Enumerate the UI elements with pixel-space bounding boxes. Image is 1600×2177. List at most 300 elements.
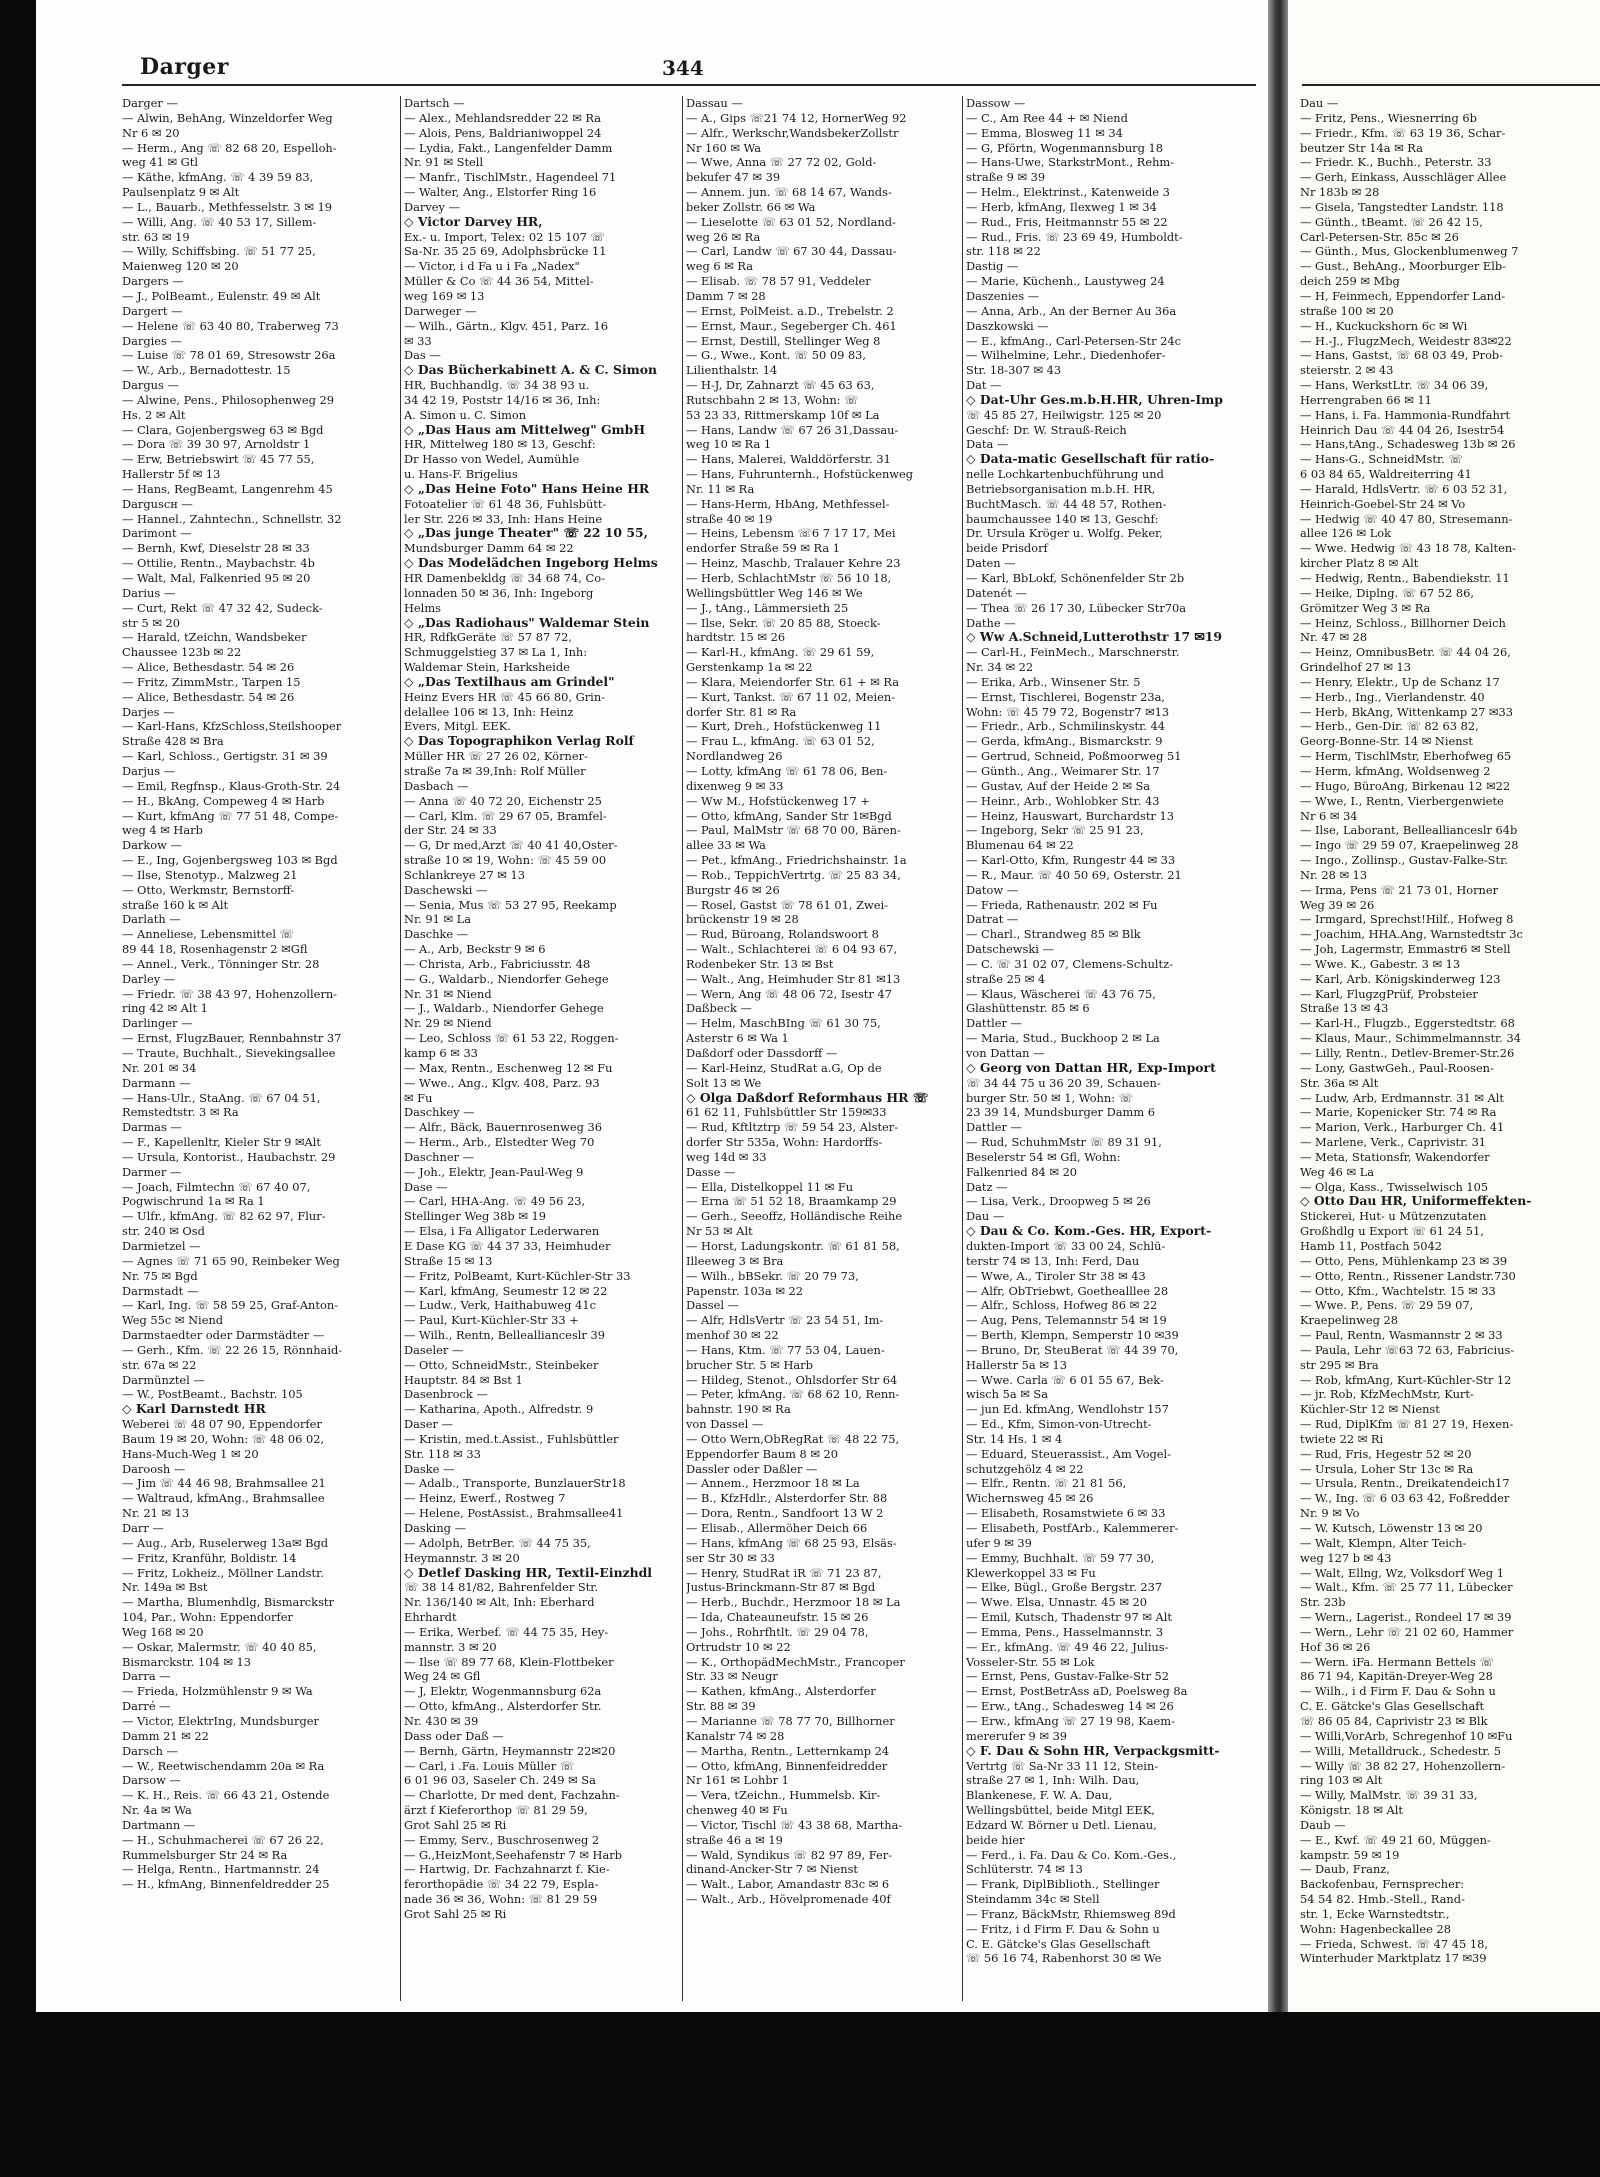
- directory-entry: — Wwe. Hedwig ☏ 43 18 78, Kalten-: [1300, 541, 1516, 556]
- directory-entry: — G, Pförtn, Wogenmannsburg 18: [966, 140, 1164, 155]
- directory-entry: — Heins, Lebensm ☏6 7 17 17, Mei: [686, 526, 896, 541]
- directory-entry: Evers, Mitgl. EEK.: [404, 719, 511, 734]
- directory-entry: straße 10 ✉ 19, Wohn: ☏ 45 59 00: [404, 853, 607, 868]
- directory-entry: — Gerh., Seeoffz, Holländische Reihe: [686, 1209, 903, 1224]
- directory-entry: Justus-Brinckmann-Str 87 ✉ Bgd: [686, 1580, 876, 1595]
- directory-entry: — Hans, Gastst, ☏ 68 03 49, Prob-: [1300, 348, 1504, 363]
- directory-entry: — Rud., Fris. ☏ 23 69 49, Humboldt-: [966, 229, 1183, 244]
- directory-entry: — Otto, kfmAng., Alsterdorfer Str.: [404, 1699, 602, 1714]
- directory-entry: — Olga, Kass., Twisselwisch 105: [1300, 1179, 1489, 1194]
- directory-entry: Nr. 47 ✉ 28: [1300, 630, 1368, 645]
- directory-entry: Blumenau 64 ✉ 22: [966, 838, 1074, 853]
- directory-entry: — Elke, Bügl., Große Bergstr. 237: [966, 1580, 1163, 1595]
- surname-heading: Darr —: [122, 1521, 164, 1535]
- directory-entry: ☏ 38 14 81/82, Bahrenfelder Str.: [404, 1580, 599, 1595]
- directory-entry: — Wern., Lehr ☏ 21 02 60, Hammer: [1300, 1624, 1514, 1639]
- directory-entry: — Ludw., Verk, Haithabuweg 41c: [404, 1298, 596, 1313]
- directory-entry: — Herm., Ang ☏ 82 68 20, Espelloh-: [122, 140, 337, 155]
- directory-entry: — Jim ☏ 44 46 98, Brahmsallee 21: [122, 1476, 326, 1491]
- directory-entry: ◇ Das Modelädchen Ingeborg Helms: [404, 556, 658, 571]
- directory-entry: — Carl-H., FeinMech., Marschnerstr.: [966, 645, 1180, 660]
- directory-entry: straße 7a ✉ 39,Inh: Rolf Müller: [404, 763, 586, 778]
- directory-entry: — Rob, kfmAng, Kurt-Küchler-Str 12: [1300, 1372, 1512, 1387]
- directory-entry: Rummelsburger Str 24 ✉ Ra: [122, 1847, 288, 1862]
- directory-entry: — L., Bauarb., Methfesselstr. 3 ✉ 19: [122, 199, 333, 214]
- surname-heading: Dassau —: [686, 96, 743, 110]
- directory-entry: 6 03 84 65, Waldreiterring 41: [1300, 467, 1472, 482]
- directory-entry: — Wwe. Carla ☏ 6 01 55 67, Bek-: [966, 1372, 1164, 1387]
- directory-entry: — Daub, Franz,: [1300, 1862, 1390, 1877]
- directory-entry: — Clara, Gojenbergsweg 63 ✉ Bgd: [122, 422, 324, 437]
- directory-entry: — Carl, Klm. ☏ 29 67 05, Bramfel-: [404, 808, 607, 823]
- directory-entry: — Ingeborg, Sekr ☏ 25 91 23,: [966, 823, 1144, 838]
- directory-entry: Remstedtstr. 3 ✉ Ra: [122, 1105, 239, 1120]
- directory-entry: — Erw., kfmAng ☏ 27 19 98, Kaem-: [966, 1713, 1175, 1728]
- directory-entry: — Paul, Rentn, Wasmannstr 2 ✉ 33: [1300, 1328, 1503, 1343]
- directory-entry: — Walter, Ang., Elstorfer Ring 16: [404, 185, 597, 200]
- directory-entry: — Rob., TeppichVertrtg. ☏ 25 83 34,: [686, 867, 901, 882]
- directory-entry: — Wwe, I., Rentn, Vierbergenwiete: [1300, 793, 1504, 808]
- directory-entry: — Ernst, PostBetrAss aD, Poelsweg 8a: [966, 1684, 1188, 1699]
- directory-entry: schutzgehölz 4 ✉ 22: [966, 1461, 1084, 1476]
- directory-entry: — Bernh, Gärtn, Heymannstr 22✉20: [404, 1743, 616, 1758]
- directory-entry: — Hildeg, Stenot., Ohlsdorfer Str 64: [686, 1372, 898, 1387]
- directory-entry: ☏ 45 85 27, Heilwigstr. 125 ✉ 20: [966, 407, 1162, 422]
- directory-entry: — Joachim, HHA.Ang, Warnstedtstr 3c: [1300, 927, 1523, 942]
- directory-entry: str. 240 ✉ Osd: [122, 1224, 205, 1239]
- directory-entry: Nr. 11 ✉ Ra: [686, 481, 755, 496]
- directory-entry: — Otto, Pens, Mühlenkamp 23 ✉ 39: [1300, 1253, 1508, 1268]
- directory-entry: — Aug., Arb, Ruselerweg 13a✉ Bgd: [122, 1535, 329, 1550]
- directory-entry: Nr. 149a ✉ Bst: [122, 1580, 208, 1595]
- surname-heading: Darmstadt —: [122, 1283, 199, 1298]
- directory-entry: — Anna ☏ 40 72 20, Eichenstr 25: [404, 793, 602, 808]
- directory-entry: 61 62 11, Fuhlsbüttler Str 159✉33: [686, 1105, 887, 1120]
- directory-entry: Heinrich-Goebel-Str 24 ✉ Vo: [1300, 496, 1466, 511]
- directory-entry: — Fritz, i d Firm F. Dau & Sohn u: [966, 1921, 1160, 1936]
- directory-entry: Weg 168 ✉ 20: [122, 1624, 204, 1639]
- directory-entry: — Walt, Mal, Falkenried 95 ✉ 20: [122, 571, 311, 585]
- directory-column-1: [122, 96, 392, 2001]
- directory-entry: Nr. 4a ✉ Wa: [122, 1803, 192, 1818]
- directory-entry: — Herm., Arb., Elstedter Weg 70: [404, 1135, 595, 1150]
- directory-entry: — Ernst, Maur., Segeberger Ch. 461: [686, 318, 897, 333]
- directory-entry: Fotoatelier ☏ 61 48 36, Fuhlsbütt-: [404, 496, 607, 511]
- directory-entry: — Ernst, Pens, Gustav-Falke-Str 52: [966, 1669, 1170, 1684]
- directory-entry: — W., Reetwischendamm 20a ✉ Ra: [122, 1758, 325, 1773]
- directory-entry: Nr. 34 ✉ 22: [966, 660, 1034, 675]
- directory-entry: — Carl, i .Fa. Louis Müller ☏: [404, 1758, 575, 1773]
- directory-entry: — Paul, MalMstr ☏ 68 70 00, Bären-: [686, 823, 901, 838]
- directory-entry: — Walt., Kfm. ☏ 25 77 11, Lübecker: [1300, 1580, 1513, 1595]
- surname-heading: Darkow —: [122, 838, 182, 853]
- directory-entry: — Fritz, Lokheiz., Möllner Landstr.: [122, 1565, 324, 1580]
- directory-entry: steierstr. 2 ✉ 43: [1300, 363, 1394, 378]
- surname-heading: Darimont —: [122, 526, 192, 541]
- directory-entry: — Waltraud, kfmAng., Brahmsallee: [122, 1491, 325, 1506]
- surname-heading: Dartmann —: [122, 1817, 196, 1832]
- directory-entry: ◇ Olga Daßdorf Reformhaus HR ☏: [686, 1090, 929, 1105]
- directory-entry: — Charl., Strandweg 85 ✉ Blk: [966, 927, 1141, 942]
- directory-entry: Baum 19 ✉ 20, Wohn: ☏ 48 06 02,: [122, 1431, 325, 1446]
- directory-entry: — Hugo, BüroAng, Birkenau 12 ✉22: [1300, 778, 1511, 793]
- directory-entry: Illeeweg 3 ✉ Bra: [686, 1253, 784, 1268]
- directory-entry: — Ottilie, Rentn., Maybachstr. 4b: [122, 556, 315, 571]
- column-divider: [962, 96, 963, 2001]
- directory-entry: Str. 33 ✉ Neugr: [686, 1669, 778, 1684]
- directory-entry: — W., PostBeamt., Bachstr. 105: [122, 1387, 303, 1402]
- directory-entry: Bismarckstr. 104 ✉ 13: [122, 1654, 252, 1669]
- directory-entry: — Herb., Ing., Vierlandenstr. 40: [1300, 689, 1485, 704]
- directory-entry: Ehrhardt: [404, 1610, 457, 1625]
- directory-entry: — Henry, Elektr., Up de Schanz 17: [1300, 674, 1500, 689]
- directory-entry: ✉ 33: [404, 333, 432, 348]
- directory-entry: — H-J, Dr, Zahnarzt ☏ 45 63 63,: [686, 378, 875, 393]
- directory-entry: — Ludw, Arb, Erdmannstr. 31 ✉ Alt: [1300, 1090, 1504, 1105]
- directory-entry: — Fritz, Kranführ, Boldistr. 14: [122, 1550, 297, 1565]
- directory-entry: ◇ „Das Haus am Mittelweg" GmbH: [404, 422, 646, 437]
- directory-entry: — Alfr., Werkschr,WandsbekerZollstr: [686, 125, 899, 140]
- directory-entry: — Franz, BäckMstr, Rhiemsweg 89d: [966, 1906, 1176, 1921]
- surname-heading: Dartsch —: [404, 96, 465, 110]
- surname-heading: Datenét —: [966, 585, 1027, 600]
- directory-entry: Heinz Evers HR ☏ 45 66 80, Grin-: [404, 689, 606, 704]
- directory-entry: — Martha, Rentn., Letternkamp 24: [686, 1743, 890, 1758]
- directory-entry: Müller & Co ☏ 44 36 54, Mittel-: [404, 274, 594, 289]
- directory-entry: — Ingo., Zollinsp., Gustav-Falke-Str.: [1300, 853, 1508, 868]
- directory-entry: Asterstr 6 ✉ Wa 1: [686, 1031, 789, 1046]
- directory-entry: Backofenbau, Fernsprecher:: [1300, 1877, 1465, 1892]
- surname-heading: Darlinger —: [122, 1016, 193, 1031]
- directory-entry: kampstr. 59 ✉ 19: [1300, 1847, 1400, 1862]
- directory-entry: — H., kfmAng, Binnenfeldredder 25: [122, 1877, 330, 1892]
- directory-entry: str. 67a ✉ 22: [122, 1357, 197, 1372]
- directory-entry: — A., Gips ☏21 74 12, HornerWeg 92: [686, 110, 907, 125]
- directory-entry: Weg 46 ✉ La: [1300, 1164, 1375, 1179]
- surname-heading: Dassler oder Daßler —: [686, 1461, 818, 1476]
- directory-entry: — Otto, SchneidMstr., Steinbeker: [404, 1357, 599, 1372]
- directory-entry: Stellinger Weg 38b ✉ 19: [404, 1209, 546, 1224]
- right-page-header-rule: [1302, 84, 1600, 86]
- directory-entry: — Kurt, Dreh., Hofstückenweg 11: [686, 719, 882, 734]
- directory-entry: — Adalb., Transporte, BunzlauerStr18: [404, 1476, 626, 1491]
- directory-entry: — Carl, HHA-Ang. ☏ 49 56 23,: [404, 1194, 586, 1209]
- directory-entry: Königstr. 18 ✉ Alt: [1300, 1803, 1403, 1818]
- directory-entry: — Käthe, kfmAng. ☏ 4 39 59 83,: [122, 170, 314, 185]
- directory-entry: — H., Schuhmacherei ☏ 67 26 22,: [122, 1832, 324, 1847]
- directory-entry: Maienweg 120 ✉ 20: [122, 259, 239, 274]
- surname-heading: Darweger —: [404, 303, 477, 318]
- directory-entry: — J, Elektr, Wogenmannsburg 62a: [404, 1684, 602, 1699]
- directory-entry: — Willy, MalMstr. ☏ 39 31 33,: [1300, 1788, 1478, 1803]
- directory-entry: Weg 24 ✉ Gfl: [404, 1669, 481, 1684]
- directory-entry: — Ww M., Hofstückenweg 17 +: [686, 793, 870, 808]
- directory-entry: — Otto, kfmAng, Binnenfeidredder: [686, 1758, 888, 1773]
- directory-entry: 6 01 96 03, Saseler Ch. 249 ✉ Sa: [404, 1773, 596, 1788]
- directory-entry: Weg 39 ✉ 26: [1300, 897, 1375, 912]
- directory-entry: — G., Wwe., Kont. ☏ 50 09 83,: [686, 348, 867, 363]
- directory-entry: — Hans, WerkstLtr. ☏ 34 06 39,: [1300, 378, 1489, 393]
- directory-entry: — Walt., Schlachterei ☏ 6 04 93 67,: [686, 942, 898, 957]
- directory-entry: — Ernst, PolMeist. a.D., Trebelstr. 2: [686, 303, 894, 318]
- directory-entry: — Anneliese, Lebensmittel ☏: [122, 927, 294, 942]
- directory-entry: Eppendorfer Baum 8 ✉ 20: [686, 1446, 839, 1461]
- directory-entry: — Hans, Ktm. ☏ 77 53 04, Lauen-: [686, 1342, 885, 1357]
- directory-entry: — Lydia, Fakt., Langenfelder Damm: [404, 140, 613, 155]
- surname-heading: Dargus —: [122, 378, 179, 393]
- directory-entry: Grömitzer Weg 3 ✉ Ra: [1300, 600, 1431, 615]
- directory-entry: — Harald, tZeichn, Wandsbeker: [122, 630, 307, 645]
- directory-entry: — Herb, kfmAng, Ilexweg 1 ✉ 34: [966, 199, 1157, 214]
- directory-entry: — Hans-G., SchneidMstr. ☏: [1300, 452, 1463, 467]
- directory-entry: — Ernst, FlugzBauer, Rennbahnstr 37: [122, 1031, 342, 1046]
- directory-entry: — Kurt, Tankst. ☏ 67 11 02, Meien-: [686, 689, 896, 704]
- directory-entry: — G., Waldarb., Niendorfer Gehege: [404, 971, 609, 986]
- directory-entry: — Elisab. ☏ 78 57 91, Veddeler: [686, 274, 871, 289]
- directory-entry: — Rud, Büroang, Rolandswoort 8: [686, 927, 879, 942]
- directory-entry: ring 103 ✉ Alt: [1300, 1773, 1383, 1788]
- directory-entry: Glashüttenstr. 85 ✉ 6: [966, 1001, 1090, 1016]
- directory-entry: Hauptstr. 84 ✉ Bst 1: [404, 1372, 523, 1387]
- directory-entry: Edzard W. Börner u Detl. Lienau,: [966, 1817, 1157, 1832]
- directory-entry: — Ernst, Tischlerei, Bogenstr 23a,: [966, 689, 1166, 704]
- directory-entry: — Rosel, Gastst ☏ 78 61 01, Zwei-: [686, 897, 889, 912]
- directory-entry: baumchaussee 140 ✉ 13, Geschf:: [966, 511, 1159, 526]
- directory-entry: Grindelhof 27 ✉ 13: [1300, 660, 1412, 675]
- scan-bottom-margin: [0, 2012, 1600, 2177]
- directory-entry: Wohn: ☏ 45 79 72, Bogenstr7 ✉13: [966, 704, 1170, 719]
- directory-entry: — Karl, kfmAng, Seumestr 12 ✉ 22: [404, 1283, 608, 1298]
- directory-entry: — K. H., Reis. ☏ 66 43 21, Ostende: [122, 1788, 330, 1803]
- surname-heading: Daschkey —: [404, 1105, 475, 1120]
- directory-entry: — Heinr., Arb., Wohlobker Str. 43: [966, 793, 1160, 808]
- directory-entry: — Willi, Ang. ☏ 40 53 17, Sillem-: [122, 214, 317, 229]
- directory-entry: — Gust., BehAng., Moorburger Elb-: [1300, 259, 1506, 274]
- directory-entry: — H.-J., FlugzMech, Weidestr 83✉22: [1300, 333, 1512, 348]
- directory-entry: HR Damenbekldg ☏ 34 68 74, Co-: [404, 571, 605, 585]
- directory-entry: — Otto Wern,ObRegRat ☏ 48 22 75,: [686, 1431, 900, 1446]
- directory-entry: — Heinz, Schloss., Billhorner Deich: [1300, 615, 1506, 630]
- page-number: 344: [662, 56, 704, 80]
- directory-entry: ◇ Das Bücherkabinett A. & C. Simon: [404, 363, 658, 378]
- directory-entry: bekufer 47 ✉ 39: [686, 170, 781, 185]
- directory-entry: — C. ☏ 31 02 07, Clemens-Schultz-: [966, 956, 1173, 971]
- directory-entry: — Er., kfmAng. ☏ 49 46 22, Julius-: [966, 1639, 1169, 1654]
- directory-entry: — Meta, Stationsfr, Wakendorfer: [1300, 1149, 1490, 1164]
- directory-entry: — Walt., Labor, Amandastr 83c ✉ 6: [686, 1877, 890, 1892]
- directory-entry: 86 71 94, Kapitän-Dreyer-Weg 28: [1300, 1669, 1493, 1684]
- directory-entry: — Leo, Schloss ☏ 61 53 22, Roggen-: [404, 1031, 619, 1046]
- directory-entry: — Thea ☏ 26 17 30, Lübecker Str70a: [966, 600, 1187, 615]
- directory-entry: bahnstr. 190 ✉ Ra: [686, 1402, 791, 1417]
- directory-entry: straße 40 ✉ 19: [686, 511, 773, 526]
- directory-entry: str 5 ✉ 20: [122, 615, 181, 630]
- directory-entry: Schmuggelstieg 37 ✉ La 1, Inh:: [404, 645, 588, 660]
- directory-entry: Winterhuder Marktplatz 17 ✉39: [1300, 1951, 1487, 1966]
- directory-entry: — Rud, Kftltztrp ☏ 59 54 23, Alster-: [686, 1120, 899, 1135]
- directory-entry: Str. 88 ✉ 39: [686, 1699, 756, 1714]
- directory-entry: ler Str. 226 ✉ 33, Inh: Hans Heine: [404, 511, 603, 526]
- directory-entry: BuchtMasch. ☏ 44 48 57, Rothen-: [966, 496, 1167, 511]
- directory-column-right-page: [1300, 96, 1598, 2001]
- directory-entry: — Hans, Fuhrunternh., Hofstückenweg: [686, 467, 914, 482]
- directory-entry: — Emmy, Serv., Buschrosenweg 2: [404, 1832, 600, 1847]
- directory-entry: — Hans, Malerei, Walddörferstr. 31: [686, 452, 891, 467]
- directory-entry: Hans-Much-Weg 1 ✉ 20: [122, 1446, 259, 1461]
- directory-entry: ferorthopädie ☏ 34 22 79, Espla-: [404, 1877, 599, 1892]
- directory-entry: — Hans, Landw ☏ 67 26 31,Dassau-: [686, 422, 899, 437]
- directory-entry: — Lisa, Verk., Droopweg 5 ✉ 26: [966, 1194, 1151, 1209]
- directory-entry: 104, Par., Wohn: Eppendorfer: [122, 1610, 293, 1625]
- surname-heading: Data —: [966, 437, 1009, 452]
- directory-entry: dorfer Str. 81 ✉ Ra: [686, 704, 797, 719]
- surname-heading: Darsow —: [122, 1773, 181, 1788]
- directory-entry: — Karl, Schloss., Gertigstr. 31 ✉ 39: [122, 749, 328, 764]
- directory-entry: — Helene ☏ 63 40 80, Traberweg 73: [122, 318, 339, 333]
- directory-entry: weg 14d ✉ 33: [686, 1149, 767, 1164]
- directory-entry: — E., Ing, Gojenbergsweg 103 ✉ Bgd: [122, 853, 338, 868]
- directory-entry: — Wwe, Anna ☏ 27 72 02, Gold-: [686, 155, 877, 170]
- directory-entry: — Carl, Landw ☏ 67 30 44, Dassau-: [686, 244, 897, 259]
- directory-entry: straße 27 ✉ 1, Inh: Wilh. Dau,: [966, 1773, 1140, 1788]
- directory-entry: — Pet., kfmAng., Friedrichshainstr. 1a: [686, 853, 907, 868]
- directory-entry: Carl-Petersen-Str. 85c ✉ 26: [1300, 229, 1459, 244]
- directory-entry: Nr. 31 ✉ Niend: [404, 986, 492, 1001]
- directory-entry: — Hedwig, Rentn., Babendiekstr. 11: [1300, 571, 1510, 585]
- directory-entry: ärzt f Kieferorthop ☏ 81 29 59,: [404, 1803, 588, 1818]
- surname-heading: Datrat —: [966, 912, 1019, 927]
- directory-entry: — Dora ☏ 39 30 97, Arnoldstr 1: [122, 437, 311, 452]
- directory-entry: — W., Ing. ☏ 6 03 63 42, Foßredder: [1300, 1491, 1510, 1506]
- surname-heading: Daske —: [404, 1461, 455, 1476]
- directory-entry: — Rud., Fris, Heitmannstr 55 ✉ 22: [966, 214, 1168, 229]
- directory-entry: C. E. Gätcke's Glas Gesellschaft: [1300, 1699, 1485, 1714]
- surname-heading: Darjes —: [122, 704, 175, 719]
- directory-entry: straße 160 k ✉ Alt: [122, 897, 229, 912]
- directory-entry: — Luise ☏ 78 01 69, Stresowstr 26a: [122, 348, 336, 363]
- directory-entry: — Walt., Ang, Heimhuder Str 81 ✉13: [686, 971, 901, 986]
- surname-heading: Darjus —: [122, 763, 176, 778]
- directory-entry: — H., BkAng, Compeweg 4 ✉ Harb: [122, 793, 325, 808]
- directory-entry: — Gustav, Auf der Heide 2 ✉ Sa: [966, 778, 1151, 793]
- directory-entry: str. 118 ✉ 22: [966, 244, 1041, 259]
- directory-entry: — Wilh., Rentn, Belleallianceslr 39: [404, 1328, 605, 1343]
- directory-entry: — K., OrthopädMechMstr., Francoper: [686, 1654, 905, 1669]
- surname-heading: Darmstaedter oder Darmstädter —: [122, 1328, 325, 1343]
- book-gutter: [1268, 0, 1288, 2012]
- directory-entry: Hamb 11, Postfach 5042: [1300, 1238, 1442, 1253]
- directory-entry: — Hans-Uwe, StarkstrMont., Rehm-: [966, 155, 1175, 170]
- directory-entry: weg 6 ✉ Ra: [686, 259, 754, 274]
- surname-heading: Dase —: [404, 1179, 448, 1194]
- directory-entry: Rodenbeker Str. 13 ✉ Bst: [686, 956, 834, 971]
- directory-entry: — Erna ☏ 51 52 18, Braamkamp 29: [686, 1194, 897, 1209]
- surname-heading: Daschke —: [404, 927, 469, 942]
- directory-entry: 89 44 18, Rosenhagenstr 2 ✉Gfl: [122, 942, 308, 957]
- directory-entry: — Alwin, BehAng, Winzeldorfer Weg: [122, 110, 333, 125]
- directory-entry: — Hans,tAng., Schadesweg 13b ✉ 26: [1300, 437, 1516, 452]
- directory-entry: Hallerstr 5a ✉ 13: [966, 1357, 1068, 1372]
- surname-heading: Darra —: [122, 1669, 171, 1684]
- directory-entry: ◇ Detlef Dasking HR, Textil-Einzhdl: [404, 1565, 653, 1580]
- directory-entry: — Karl-H., kfmAng. ☏ 29 61 59,: [686, 645, 875, 660]
- directory-entry: — Marie, Küchenh., Laustyweg 24: [966, 274, 1165, 289]
- directory-entry: Hs. 2 ✉ Alt: [122, 407, 186, 422]
- directory-entry: Steindamm 34c ✉ Stell: [966, 1892, 1100, 1907]
- directory-entry: dorfer Str 535a, Wohn: Hardorffs-: [686, 1135, 883, 1150]
- directory-entry: — Wilhelmine, Lehr., Diedenhofer-: [966, 348, 1166, 363]
- directory-entry: — Herm, kfmAng, Woldsenweg 2: [1300, 763, 1491, 778]
- directory-entry: — Elisabeth, Rosamstwiete 6 ✉ 33: [966, 1506, 1166, 1521]
- directory-entry: Dr Hasso von Wedel, Aumühle: [404, 452, 580, 467]
- directory-entry: Nr 183b ✉ 28: [1300, 185, 1380, 200]
- directory-entry: — Gerh., Kfm. ☏ 22 26 15, Rönnhaid-: [122, 1342, 343, 1357]
- directory-entry: E Dase KG ☏ 44 37 33, Heimhuder: [404, 1238, 611, 1253]
- directory-entry: — Alice, Bethesdastr. 54 ✉ 26: [122, 660, 295, 675]
- directory-entry: dukten-Import ☏ 33 00 24, Schlü-: [966, 1238, 1166, 1253]
- directory-entry: — Willi, Metalldruck., Schedestr. 5: [1300, 1743, 1502, 1758]
- surname-heading: Daßdorf oder Dassdorff —: [686, 1046, 838, 1060]
- directory-entry: — Ingo ☏ 29 59 07, Kraepelinweg 28: [1300, 838, 1519, 853]
- surname-heading: Daßbeck —: [686, 1001, 752, 1016]
- directory-entry: — F., Kapellenltr, Kieler Str 9 ✉Alt: [122, 1135, 321, 1150]
- surname-heading: Darmas —: [122, 1120, 182, 1135]
- directory-entry: — Victor, i d Fa u i Fa „Nadex": [404, 259, 580, 274]
- directory-entry: Heymannstr. 3 ✉ 20: [404, 1550, 520, 1565]
- directory-entry: burger Str. 50 ✉ 1, Wohn: ☏: [966, 1090, 1133, 1105]
- directory-entry: — Herb, BkAng, Wittenkamp 27 ✉33: [1300, 704, 1513, 719]
- surname-heading: Dargert —: [122, 303, 183, 318]
- directory-entry: ◇ Dau & Co. Kom.-Ges. HR, Export-: [966, 1224, 1212, 1239]
- directory-entry: — Helm., Elektrinst., Katenweide 3: [966, 185, 1170, 200]
- directory-entry: — Rud, Fris, Hegestr 52 ✉ 20: [1300, 1446, 1472, 1461]
- directory-entry: Nr. 91 ✉ Stell: [404, 155, 484, 170]
- directory-entry: — Paula, Lehr ☏63 72 63, Fabricius-: [1300, 1342, 1515, 1357]
- directory-entry: — Günth., tBeamt. ☏ 26 42 15,: [1300, 214, 1483, 229]
- directory-entry: — Traute, Buchhalt., Sievekingsallee: [122, 1046, 336, 1060]
- surname-heading: Datz —: [966, 1179, 1008, 1194]
- directory-entry: — Ella, Distelkoppel 11 ✉ Fu: [686, 1179, 854, 1194]
- surname-heading: Daschewski —: [404, 882, 488, 897]
- directory-entry: beker Zollstr. 66 ✉ Wa: [686, 199, 816, 214]
- directory-entry: — Helene, PostAssist., Brahmsallee41: [404, 1506, 624, 1521]
- surname-heading: Darsch —: [122, 1743, 178, 1758]
- directory-entry: — Gerda, kfmAng., Bismarckstr. 9: [966, 734, 1163, 749]
- directory-entry: — Frieda, Holzmühlenstr 9 ✉ Wa: [122, 1684, 313, 1699]
- directory-entry: — Lilly, Rentn., Detlev-Bremer-Str.26: [1300, 1046, 1515, 1060]
- directory-entry: — Wern., Lagerist., Rondeel 17 ✉ 39: [1300, 1610, 1512, 1625]
- directory-entry: — Alfr., Schloss, Hofweg 86 ✉ 22: [966, 1298, 1158, 1313]
- directory-entry: Küchler-Str 12 ✉ Nienst: [1300, 1402, 1440, 1417]
- directory-entry: Grot Sahl 25 ✉ Ri: [404, 1817, 507, 1832]
- directory-entry: u. Hans-F. Brigelius: [404, 467, 518, 482]
- directory-entry: — Ilse ☏ 89 77 68, Klein-Flottbeker: [404, 1654, 614, 1669]
- directory-entry: — Karl-Heinz, StudRat a.G, Op de: [686, 1060, 882, 1075]
- directory-entry: Str. 36a ✉ Alt: [1300, 1075, 1379, 1090]
- directory-entry: 54 54 82. Hmb.-Stell., Rand-: [1300, 1892, 1465, 1907]
- directory-entry: Straße 13 ✉ 43: [1300, 1001, 1389, 1016]
- surname-heading: Darré —: [122, 1699, 171, 1714]
- directory-entry: — Gisela, Tangstedter Landstr. 118: [1300, 199, 1504, 214]
- directory-entry: endorfer Straße 59 ✉ Ra 1: [686, 541, 841, 556]
- directory-entry: — Heike, Diplng. ☏ 67 52 86,: [1300, 585, 1475, 600]
- directory-entry: — Emma, Pens., Hasselmannstr. 3: [966, 1624, 1164, 1639]
- directory-entry: — Otto, Werkmstr, Bernstorff-: [122, 882, 295, 897]
- surname-heading: Darmann —: [122, 1075, 191, 1090]
- directory-entry: — Günth., Ang., Weimarer Str. 17: [966, 763, 1160, 778]
- directory-entry: Waldemar Stein, Harksheide: [404, 660, 570, 675]
- directory-entry: — Willy ☏ 38 82 27, Hohenzollern-: [1300, 1758, 1506, 1773]
